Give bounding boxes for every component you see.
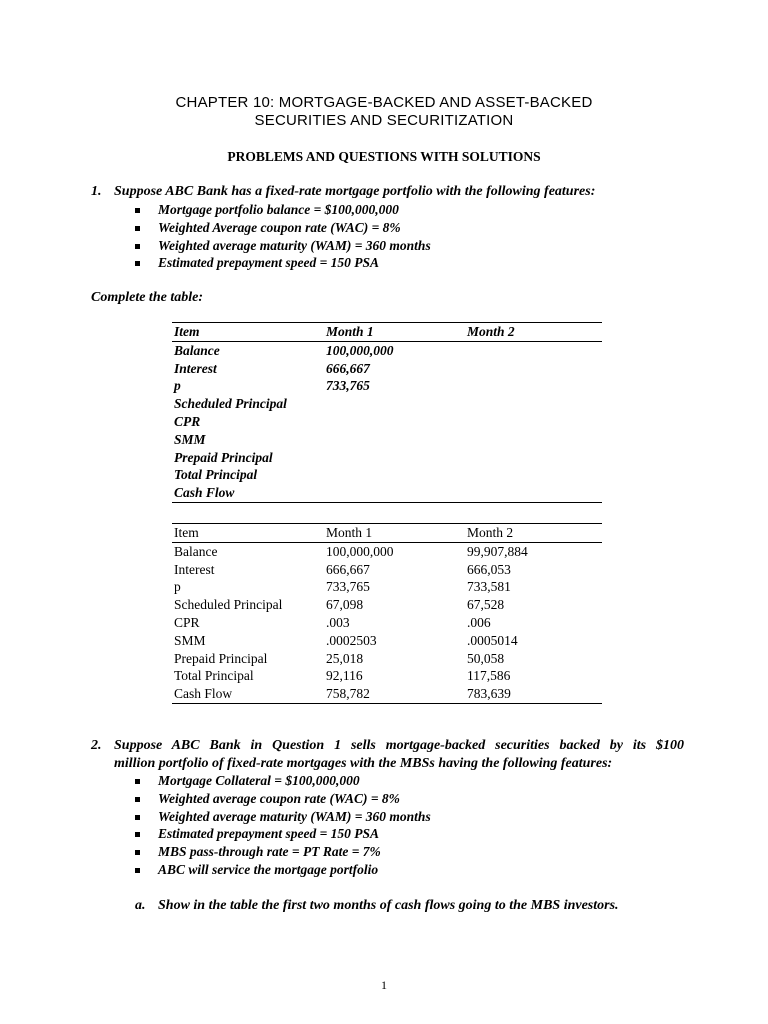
cell: 25,018	[326, 650, 364, 666]
list-item: Mortgage portfolio balance = $100,000,000	[133, 201, 431, 219]
cell: 92,116	[326, 668, 363, 684]
cell: Cash Flow	[172, 484, 326, 502]
cell: 50,058	[467, 650, 505, 666]
list-item: MBS pass-through rate = PT Rate = 7%	[133, 843, 431, 861]
table-row	[172, 561, 602, 579]
col-header-month1: Month 1	[326, 323, 467, 342]
cell	[326, 431, 467, 449]
list-item: Weighted average maturity (WAM) = 360 months	[133, 237, 431, 255]
table-row	[172, 341, 602, 359]
solution-table	[172, 523, 602, 704]
cell	[467, 466, 602, 484]
list-item: Estimated prepayment speed = 150 PSA	[133, 254, 431, 272]
table-row	[172, 360, 602, 378]
list-item: Mortgage Collateral = $100,000,000	[133, 772, 431, 790]
cell	[467, 484, 602, 502]
col-header-month1: Month 1	[326, 524, 467, 543]
cell: 666,667	[326, 360, 370, 376]
cell: 733,765	[326, 378, 370, 394]
cell: Total Principal	[174, 467, 258, 483]
cell: 117,586	[467, 668, 511, 684]
cell: SMM	[174, 632, 206, 648]
question-text-line1: Suppose ABC Bank in Question 1 sells mortgage-backed securities backed by its $100	[114, 738, 684, 753]
question-1	[91, 183, 691, 201]
table-row	[172, 650, 602, 668]
cell: .003	[326, 614, 350, 630]
cell: Interest	[174, 360, 217, 376]
table-row	[172, 542, 602, 560]
question-text: Suppose ABC Bank has a fixed-rate mortgage portfolio with the following features:	[114, 184, 596, 199]
cell: 67,098	[326, 597, 364, 613]
cell: 666,053	[467, 561, 511, 577]
chapter-title-line2: SECURITIES AND SECURITIZATION	[254, 112, 514, 129]
col-header-item: Item	[172, 323, 326, 342]
complete-table-label: Complete the table:	[91, 290, 203, 305]
cell	[467, 395, 602, 413]
cell: p	[174, 378, 181, 394]
cell: Prepaid Principal	[174, 449, 273, 465]
col-header-item: Item	[172, 524, 326, 543]
sub-question-letter: a.	[135, 898, 146, 913]
cell: 783,639	[467, 685, 602, 703]
list-item: Weighted average maturity (WAM) = 360 months	[133, 808, 431, 826]
list-item: Weighted average coupon rate (WAC) = 8%	[133, 790, 431, 808]
table-row	[172, 413, 602, 431]
table-row	[172, 395, 602, 413]
list-item: ABC will service the mortgage portfolio	[133, 861, 431, 879]
cell: CPR	[174, 413, 201, 429]
cell: Interest	[174, 561, 215, 577]
cell: 758,782	[326, 685, 467, 703]
cell	[467, 360, 602, 378]
cell: Balance	[174, 342, 220, 358]
table-row	[172, 484, 602, 502]
question-2a	[135, 897, 735, 915]
cell	[326, 413, 467, 431]
cell: 733,581	[467, 579, 511, 595]
q1-feature-list	[133, 201, 431, 272]
list-item: Weighted Average coupon rate (WAC) = 8%	[133, 219, 431, 237]
table-header-row	[172, 524, 602, 543]
table-row	[172, 632, 602, 650]
cell: Scheduled Principal	[174, 396, 287, 412]
table-row	[172, 667, 602, 685]
cell: 666,667	[326, 561, 370, 577]
cell	[326, 395, 467, 413]
question-number: 2.	[91, 738, 102, 753]
cell: Total Principal	[174, 668, 254, 684]
cell: CPR	[174, 614, 200, 630]
list-item: Estimated prepayment speed = 150 PSA	[133, 825, 431, 843]
cell: .006	[467, 614, 491, 630]
chapter-title-line1: CHAPTER 10: MORTGAGE-BACKED AND ASSET-BACKED	[175, 94, 593, 111]
cell: SMM	[174, 431, 206, 447]
cell	[326, 466, 467, 484]
cell: Prepaid Principal	[174, 650, 268, 666]
table-row	[172, 466, 602, 484]
cell	[467, 449, 602, 467]
table-row	[172, 431, 602, 449]
table-row	[172, 377, 602, 395]
page-number: 1	[381, 978, 387, 992]
cell	[326, 449, 467, 467]
question-number: 1.	[91, 184, 102, 199]
cell: Cash Flow	[172, 685, 326, 703]
table-header-row	[172, 323, 602, 342]
cell	[326, 484, 467, 502]
question-2	[91, 737, 711, 773]
cell: .0002503	[326, 632, 377, 648]
table-row	[172, 596, 602, 614]
cell: 67,528	[467, 597, 505, 613]
cell: Scheduled Principal	[174, 597, 283, 613]
cell: 99,907,884	[467, 543, 528, 559]
cell	[467, 431, 602, 449]
cell	[467, 413, 602, 431]
cell: .0005014	[467, 632, 518, 648]
table-row	[172, 449, 602, 467]
table-row	[172, 614, 602, 632]
cell: Balance	[174, 543, 218, 559]
table-row	[172, 578, 602, 596]
cell	[467, 377, 602, 395]
sub-question-text: Show in the table the first two months of cash flows going to the MBS investors.	[158, 898, 619, 913]
col-header-month2: Month 2	[467, 524, 602, 543]
q2-feature-list	[133, 772, 431, 879]
cell: 100,000,000	[326, 543, 394, 559]
cell: p	[174, 579, 181, 595]
section-subtitle: PROBLEMS AND QUESTIONS WITH SOLUTIONS	[227, 149, 541, 164]
cell: 100,000,000	[326, 342, 394, 358]
col-header-month2: Month 2	[467, 323, 602, 342]
table-row	[172, 685, 602, 703]
cell	[467, 341, 602, 359]
table-to-complete	[172, 322, 602, 503]
cell: 733,765	[326, 579, 370, 595]
question-text-line2: million portfolio of fixed-rate mortgages with the MBSs having the following features:	[114, 756, 613, 771]
